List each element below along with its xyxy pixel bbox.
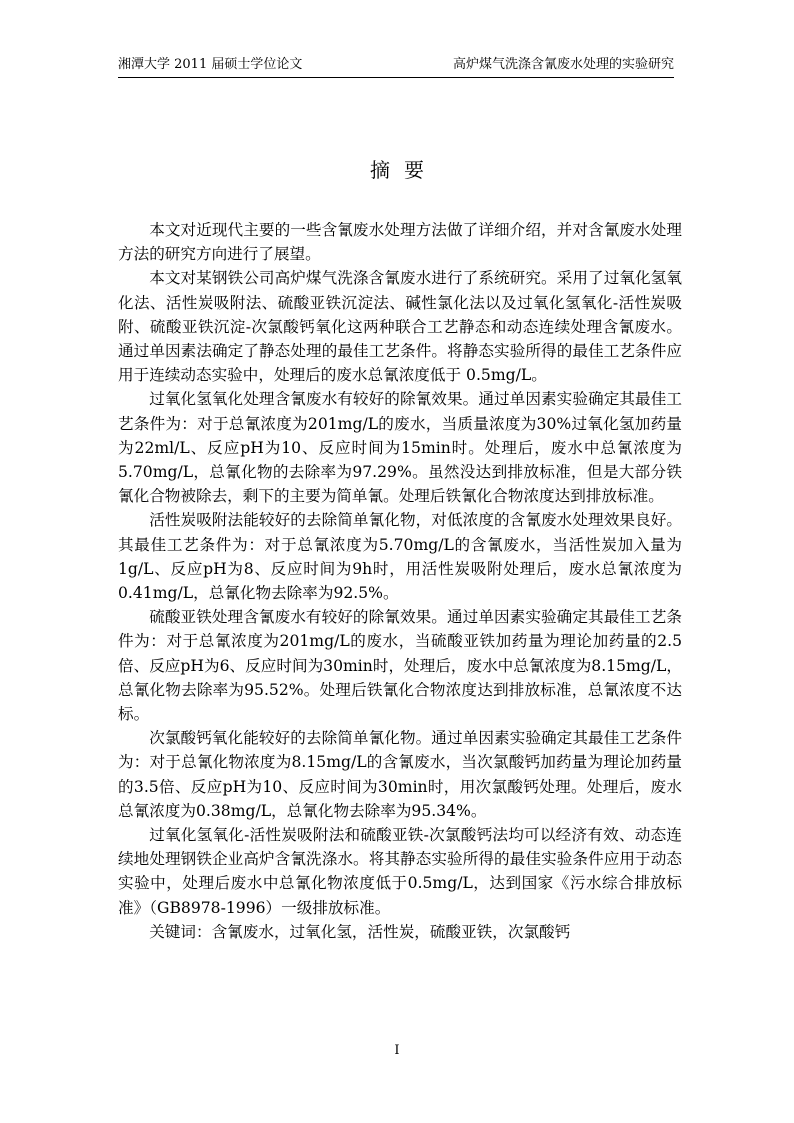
abstract-paragraph-intro: 本文对近现代主要的一些含氰废水处理方法做了详细介绍，并对含氰废水处理方法的研究方向进行了展望。 [118, 221, 682, 264]
header-divider [118, 77, 674, 78]
abstract-body [118, 218, 682, 944]
running-header [118, 55, 674, 75]
abstract-paragraph-ferrous-sulfate: 硫酸亚铁处理含氰废水有较好的除氰效果。通过单因素实验确定其最佳工艺条件为：对于总氰浓度为201mg/L的废水，当硫酸亚铁加药量为理论加药量的2.5倍、反应pH为6、反应时间为30min时，处理后，废水中总氰浓度为8.15mg/L，总氰化物去除率为95.52%。处理后铁氰化合物浓度达到排放标准，总氰浓度不达标。 [118, 608, 682, 724]
abstract-paragraph-combined: 过氧化氢氧化-活性炭吸附法和硫酸亚铁-次氯酸钙法均可以经济有效、动态连续地处理钢铁企业高炉含氰洗涤水。将其静态实验所得的最佳实验条件应用于动态实验中，处理后废水中总氰化物浓度低于0.5mg/L，达到国家《污水综合排放标准》（GB8978-1996）一级排放标准。 [118, 826, 682, 917]
keywords: 关键词：含氰废水，过氧化氢，活性炭，硫酸亚铁，次氯酸钙 [149, 922, 571, 941]
abstract-paragraph-activated-carbon: 活性炭吸附法能较好的去除简单氰化物，对低浓度的含氰废水处理效果良好。其最佳工艺条件为：对于总氰浓度为5.70mg/L的含氰废水，当活性炭加入量为1g/L、反应pH为8、反应时间为9h时，用活性炭吸附处理后，废水总氰浓度为0.41mg/L，总氰化物去除率为92.5%。 [118, 511, 682, 603]
abstract-paragraph-hydrogen-peroxide: 过氧化氢氧化处理含氰废水有较好的除氰效果。通过单因素实验确定其最佳工艺条件为：对于总氰浓度为201mg/L的废水，当质量浓度为30%过氧化氢加药量为22ml/L、反应pH为10、反应时间为15min时。处理后，废水中总氰浓度为5.70mg/L，总氰化物的去除率为97.29%。虽然没达到排放标准，但是大部分铁氰化合物被除去，剩下的主要为简单氰。处理后铁氰化合物浓度达到排放标准。 [118, 390, 682, 506]
page-number: I [394, 1043, 400, 1058]
header-thesis-info: 湘潭大学 2011 届硕士学位论文 [118, 57, 303, 72]
header-thesis-title: 高炉煤气洗涤含氰废水处理的实验研究 [452, 57, 674, 72]
abstract-paragraph-study: 本文对某钢铁公司高炉煤气洗涤含氰废水进行了系统研究。采用了过氧化氢氧化法、活性炭吸附法、硫酸亚铁沉淀法、碱性氯化法以及过氧化氢氧化-活性炭吸附、硫酸亚铁沉淀-次氯酸钙氧化这两种联合工艺静态和动态连续处理含氰废水。通过单因素法确定了静态处理的最佳工艺条件。将静态实验所得的最佳工艺条件应用于连续动态实验中，处理后的废水总氰浓度低于 0.5mg/L。 [118, 269, 682, 385]
abstract-paragraph-calcium-hypochlorite: 次氯酸钙氧化能较好的去除简单氰化物。通过单因素实验确定其最佳工艺条件为：对于总氰化物浓度为8.15mg/L的含氰废水，当次氯酸钙加药量为理论加药量的3.5倍、反应pH为10、反应时间为30min时，用次氯酸钙处理。处理后，废水总氰浓度为0.38mg/L，总氰化物去除率为95.34%。 [118, 729, 682, 820]
page-title: 摘要 [370, 158, 438, 182]
